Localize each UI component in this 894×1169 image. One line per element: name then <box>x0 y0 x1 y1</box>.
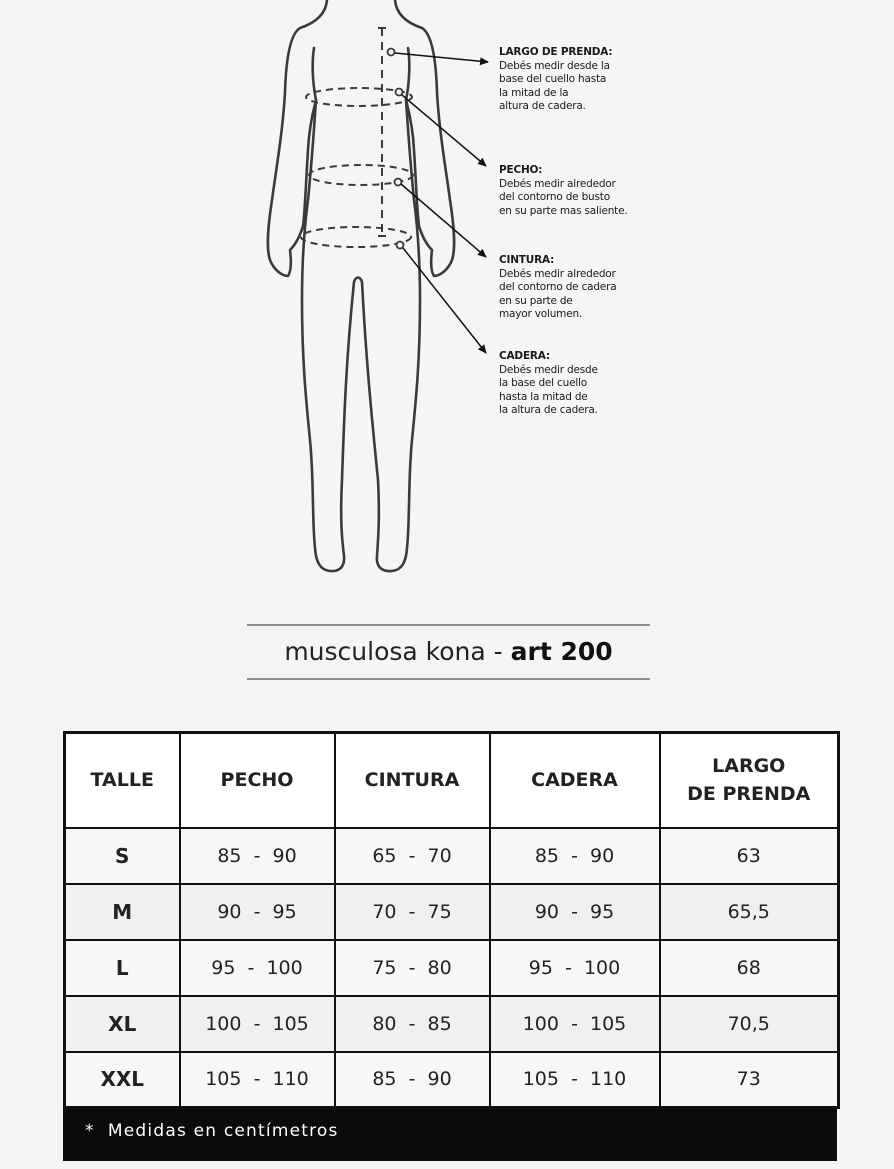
cell-pecho: 90 - 95 <box>180 884 335 940</box>
annotation-body: Debés medir alrededor del contorno de cadera en su parte de mayor volumen. <box>499 267 617 320</box>
cell-largo: 63 <box>660 828 839 884</box>
header-pecho: PECHO <box>180 733 335 828</box>
waist-arrow <box>401 184 486 257</box>
waist-point <box>395 179 402 186</box>
table-row <box>65 940 839 996</box>
cell-largo: 68 <box>660 940 839 996</box>
product-name: musculosa kona <box>284 637 486 666</box>
cell-cintura: 80 - 85 <box>335 996 490 1052</box>
cell-cintura: 65 - 70 <box>335 828 490 884</box>
length-guide <box>378 28 386 236</box>
annotation-body: Debés medir desde la base del cuello hasta la mitad de la altura de cadera. <box>499 363 598 416</box>
product-title <box>247 632 650 672</box>
annotation-chest <box>499 164 649 218</box>
cell-talle: XL <box>65 996 180 1052</box>
cell-cintura: 70 - 75 <box>335 884 490 940</box>
product-art: art 200 <box>510 637 613 666</box>
cell-pecho: 100 - 105 <box>180 996 335 1052</box>
annotation-body: Debés medir desde la base del cuello hasta la mitad de la altura de cadera. <box>499 59 610 112</box>
table-header-row <box>65 733 839 828</box>
header-talle: TALLE <box>65 733 180 828</box>
annotation-title: LARGO DE PRENDA: <box>499 46 613 58</box>
body-silhouette <box>268 0 454 571</box>
hip-arrow <box>403 248 486 353</box>
hip-point <box>397 242 404 249</box>
header-largo-de-prenda: LARGO DE PRENDA <box>660 733 839 828</box>
size-chart <box>63 731 837 1154</box>
length-point <box>388 49 395 56</box>
cell-pecho: 95 - 100 <box>180 940 335 996</box>
cell-largo: 65,5 <box>660 884 839 940</box>
annotation-hip <box>499 350 649 418</box>
table-row <box>65 996 839 1052</box>
annotation-body: Debés medir alrededor del contorno de busto en su parte mas saliente. <box>499 177 628 217</box>
cell-talle: S <box>65 828 180 884</box>
annotation-waist <box>499 254 649 322</box>
silhouette-inner-right <box>406 48 409 100</box>
title-rule-bottom <box>247 678 650 680</box>
annotation-title: CADERA: <box>499 350 550 362</box>
chest-point <box>396 89 403 96</box>
cell-talle: M <box>65 884 180 940</box>
cell-largo: 73 <box>660 1052 839 1108</box>
table-row <box>65 1052 839 1108</box>
cell-pecho: 105 - 110 <box>180 1052 335 1108</box>
cell-talle: L <box>65 940 180 996</box>
silhouette-outline <box>268 0 454 571</box>
size-table <box>63 731 840 1109</box>
measure-ellipses <box>301 88 413 247</box>
cell-largo: 70,5 <box>660 996 839 1052</box>
annotation-length <box>499 46 649 114</box>
annotation-title: PECHO: <box>499 164 543 176</box>
product-separator: - <box>485 637 511 666</box>
measure-points <box>388 49 404 249</box>
table-row <box>65 828 839 884</box>
cell-cintura: 85 - 90 <box>335 1052 490 1108</box>
cell-cadera: 90 - 95 <box>490 884 660 940</box>
cell-cadera: 100 - 105 <box>490 996 660 1052</box>
cell-cadera: 85 - 90 <box>490 828 660 884</box>
table-row <box>65 884 839 940</box>
annotation-title: CINTURA: <box>499 254 555 266</box>
header-cadera: CADERA <box>490 733 660 828</box>
cell-pecho: 85 - 90 <box>180 828 335 884</box>
hip-ellipse <box>301 227 411 247</box>
header-cintura: CINTURA <box>335 733 490 828</box>
cell-talle: XXL <box>65 1052 180 1108</box>
footnote-text: * Medidas en centímetros <box>85 1121 339 1141</box>
cell-cadera: 105 - 110 <box>490 1052 660 1108</box>
cell-cadera: 95 - 100 <box>490 940 660 996</box>
title-rule-top <box>247 624 650 626</box>
leader-arrows <box>395 53 488 353</box>
footnote-bar <box>63 1109 837 1161</box>
cell-cintura: 75 - 80 <box>335 940 490 996</box>
